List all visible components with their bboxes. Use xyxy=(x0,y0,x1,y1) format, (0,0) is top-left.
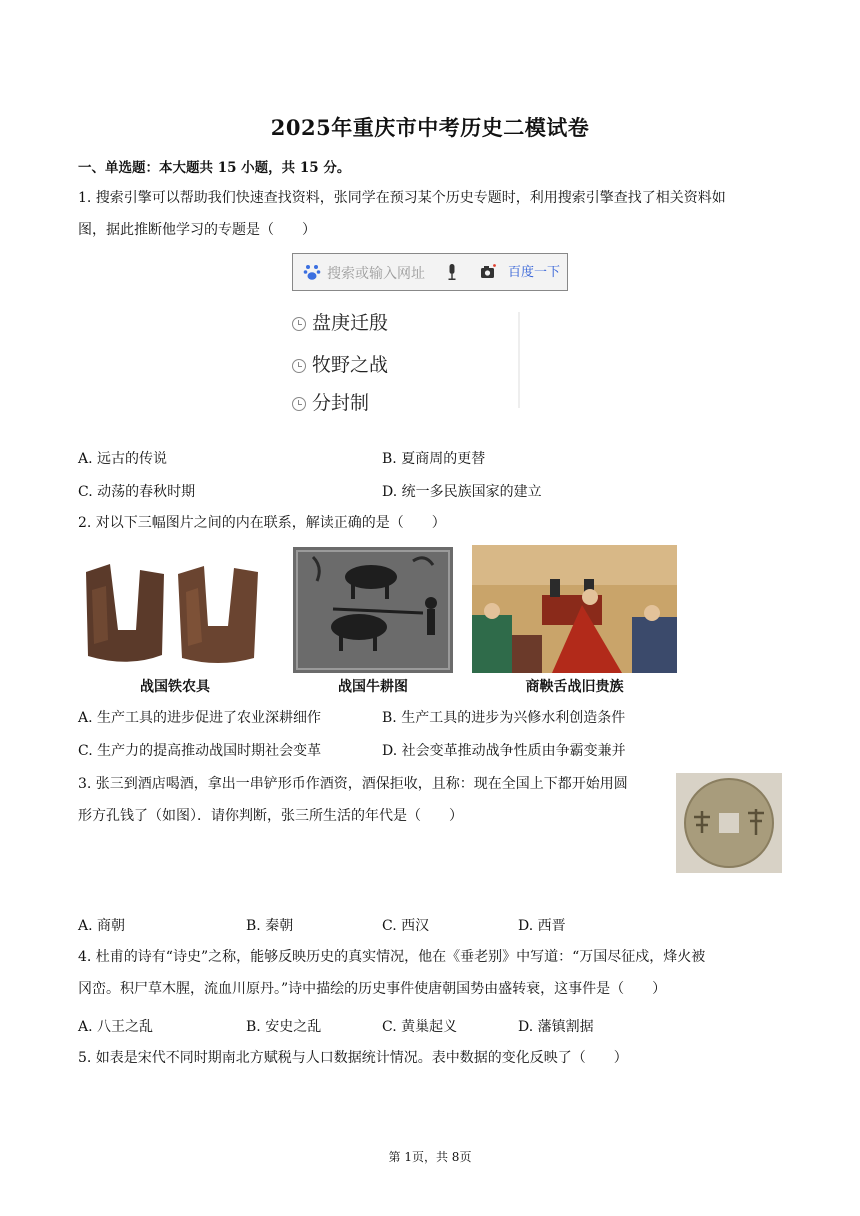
camera-icon[interactable] xyxy=(480,264,496,279)
q4-option-c[interactable]: C. 黄巢起义 xyxy=(382,1019,458,1035)
q3-option-c[interactable]: C. 西汉 xyxy=(382,918,430,934)
question-4-text xyxy=(78,941,780,1005)
iron-tools-image xyxy=(78,560,272,670)
image-caption-2: 战国牛耕图 xyxy=(338,679,408,695)
q3-option-b[interactable]: B. 秦朝 xyxy=(246,918,294,934)
question-3-line-2: 形方孔钱了（如图）．请你判断，张三所生活的年代是（ ） xyxy=(78,808,463,824)
question-1-line-2: 图，据此推断他学习的专题是（ ） xyxy=(78,222,316,238)
question-5-text: 5. 如表是宋代不同时期南北方赋税与人口数据统计情况。表中数据的变化反映了（ ） xyxy=(78,1050,628,1066)
search-box[interactable] xyxy=(292,253,568,291)
question-4-line-1: 4. 杜甫的诗有“诗史”之称，能够反映历史的真实情况，他在《垂老别》中写道：“万国尽征戍，烽火被 xyxy=(78,949,706,965)
divider xyxy=(518,312,520,408)
ox-plowing-relief-image xyxy=(293,547,453,673)
page-footer: 第 1页，共 8页 xyxy=(388,1150,472,1164)
baidu-paw-icon xyxy=(303,263,321,281)
clock-icon xyxy=(292,397,306,411)
search-button[interactable]: 百度一下 xyxy=(507,265,560,280)
clock-icon xyxy=(292,359,306,373)
q1-option-a[interactable]: A. 远古的传说 xyxy=(78,451,168,467)
question-4-line-2: 冈峦。积尸草木腥，流血川原丹。”诗中描绘的历史事件使唐朝国势由盛转衰，这事件是（ ） xyxy=(78,981,667,997)
q1-option-d[interactable]: D. 统一多民族国家的建立 xyxy=(382,484,542,500)
search-placeholder: 搜索或输入网址 xyxy=(327,266,425,282)
section-heading: 一、单选题：本大题共 15 小题，共 15 分。 xyxy=(78,160,351,176)
q2-option-d[interactable]: D. 社会变革推动战争性质由争霸变兼并 xyxy=(382,743,626,759)
question-1-line-1: 1. 搜索引擎可以帮助我们快速查找资料，张同学在预习某个历史专题时，利用搜索引擎查找了相关资料如 xyxy=(78,190,726,206)
q1-option-c[interactable]: C. 动荡的春秋时期 xyxy=(78,484,196,500)
question-2-text: 2. 对以下三幅图片之间的内在联系，解读正确的是（ ） xyxy=(78,515,446,531)
search-history-item[interactable]: 牧野之战 xyxy=(292,350,388,377)
shang-yang-debate-image xyxy=(472,545,677,673)
question-1-text xyxy=(78,182,778,246)
ban-liang-coin-image xyxy=(676,773,782,873)
q1-option-b[interactable]: B. 夏商周的更替 xyxy=(382,451,486,467)
q3-option-d[interactable]: D. 西晋 xyxy=(518,918,566,934)
question-3-text xyxy=(78,768,678,832)
q2-option-c[interactable]: C. 生产力的提高推动战国时期社会变革 xyxy=(78,743,322,759)
q4-option-a[interactable]: A. 八王之乱 xyxy=(78,1019,154,1035)
clock-icon xyxy=(292,317,306,331)
q2-option-b[interactable]: B. 生产工具的进步为兴修水利创造条件 xyxy=(382,710,626,726)
image-caption-3: 商鞅舌战旧贵族 xyxy=(525,679,624,695)
page-title: 2025年重庆市中考历史二模试卷 xyxy=(270,115,590,140)
q4-option-d[interactable]: D. 藩镇割据 xyxy=(518,1019,594,1035)
q3-option-a[interactable]: A. 商朝 xyxy=(78,918,126,934)
q2-option-a[interactable]: A. 生产工具的进步促进了农业深耕细作 xyxy=(78,710,322,726)
image-caption-1: 战国铁农具 xyxy=(140,679,210,695)
search-history-item[interactable]: 盘庚迁殷 xyxy=(292,308,388,335)
question-3-line-1: 3. 张三到酒店喝酒，拿出一串铲形币作酒资，酒保拒收，且称：现在全国上下都开始用圆 xyxy=(78,776,628,792)
microphone-icon[interactable] xyxy=(447,263,457,281)
q4-option-b[interactable]: B. 安史之乱 xyxy=(246,1019,322,1035)
search-history-item[interactable]: 分封制 xyxy=(292,388,369,415)
